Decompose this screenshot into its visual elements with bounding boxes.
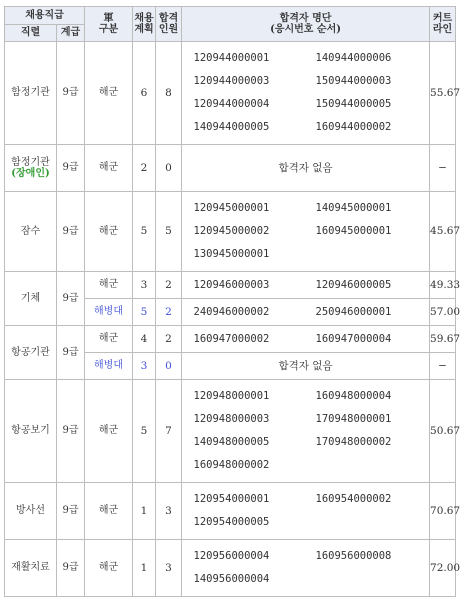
table-row (5, 192, 456, 272)
table-row (5, 326, 456, 353)
no-pass-cell: 합격자 없음 (182, 353, 430, 380)
pass-id: 160948000004 (315, 390, 392, 402)
pass-id: 120944000004 (193, 98, 270, 110)
header-cutline (430, 7, 456, 42)
pass-id: 120944000003 (193, 75, 270, 87)
pass-id: 140945000001 (315, 202, 392, 214)
cutline-cell: 45.67 (430, 192, 456, 272)
table-row (5, 145, 456, 192)
pass-id: 160947000002 (193, 332, 270, 345)
job-cell: 항공기관 (5, 326, 57, 380)
results-table (4, 6, 461, 597)
pass-id-grid (182, 328, 429, 351)
job-cell: 기체 (5, 272, 57, 326)
cutline-cell: − (430, 145, 456, 192)
pass-list-cell (182, 299, 430, 326)
plan-cell: 1 (133, 540, 156, 597)
unit-cell: 해군 (85, 380, 133, 483)
job-sub-label: (장애인) (11, 168, 50, 179)
pass-list-cell (182, 42, 430, 145)
header-pass-list-line2: (응시번호 순서) (270, 24, 341, 35)
cutline-cell: 59.67 (430, 326, 456, 353)
header-plan (133, 7, 156, 42)
pass-id: 120946000005 (315, 278, 392, 291)
header-plan-line1: 채용 (134, 12, 154, 24)
pass-list-cell (182, 326, 430, 353)
grade-cell: 9급 (57, 483, 85, 540)
pass-id: 250946000001 (315, 305, 392, 318)
plan-cell: 5 (133, 380, 156, 483)
pass-id-grid (182, 301, 429, 324)
plan-cell: 4 (133, 326, 156, 353)
pass-id-grid (182, 385, 429, 477)
plan-cell: 6 (133, 42, 156, 145)
cutline-cell: 49.33 (430, 272, 456, 299)
job-cell: 방사선 (5, 483, 57, 540)
pass-id: 150944000005 (315, 98, 392, 110)
plan-cell: 3 (133, 272, 156, 299)
pass-id: 120946000003 (193, 278, 270, 291)
passed-cell: 0 (156, 145, 182, 192)
pass-id: 170948000001 (315, 413, 392, 425)
pass-id-grid (182, 47, 429, 139)
plan-cell: 5 (133, 192, 156, 272)
plan-cell: 3 (133, 353, 156, 380)
pass-id: 160954000002 (315, 493, 392, 505)
pass-id: 120948000001 (193, 390, 270, 402)
cutline-cell: 55.67 (430, 42, 456, 145)
passed-cell: 8 (156, 42, 182, 145)
job-cell: 잠수 (5, 192, 57, 272)
passed-cell: 3 (156, 483, 182, 540)
pass-id: 120945000002 (193, 225, 270, 237)
passed-cell: 2 (156, 299, 182, 326)
pass-id: 170948000002 (315, 436, 392, 448)
header-passed-line1: 합격 (158, 12, 179, 24)
table-row (5, 483, 456, 540)
header-job: 직렬 (5, 25, 57, 42)
header-plan-line2: 계획 (134, 24, 154, 35)
unit-cell: 해군 (85, 326, 133, 353)
table-row (5, 380, 456, 483)
unit-cell: 해군 (85, 272, 133, 299)
grade-cell: 9급 (57, 326, 85, 380)
unit-cell: 해군 (85, 483, 133, 540)
pass-id-grid (182, 197, 429, 266)
job-cell: 함정기관 (5, 42, 57, 145)
pass-id-grid (182, 545, 429, 591)
pass-id: 160947000004 (315, 332, 392, 345)
header-unit-line2: 구분 (98, 24, 119, 35)
pass-id: 120944000001 (193, 52, 270, 64)
grade-cell: 9급 (57, 192, 85, 272)
pass-list-cell (182, 272, 430, 299)
header-passed (156, 7, 182, 42)
grade-cell: 9급 (57, 145, 85, 192)
job-cell (5, 145, 57, 192)
pass-id: 160944000002 (315, 121, 392, 133)
plan-cell: 5 (133, 299, 156, 326)
pass-list-cell (182, 483, 430, 540)
pass-list-cell (182, 540, 430, 597)
unit-cell: 해군 (85, 192, 133, 272)
pass-id: 240946000002 (193, 305, 270, 318)
table-row (5, 42, 456, 145)
pass-id: 150944000003 (315, 75, 392, 87)
passed-cell: 0 (156, 353, 182, 380)
header-grade: 계급 (57, 25, 85, 42)
header-unit-line1: 軍 (103, 12, 114, 24)
unit-cell: 해병대 (85, 299, 133, 326)
cutline-cell: 72.00 (430, 540, 456, 597)
passed-cell: 2 (156, 272, 182, 299)
pass-id-grid (182, 488, 429, 534)
pass-id: 120956000004 (193, 550, 270, 562)
pass-id-grid (182, 274, 429, 297)
grade-cell: 9급 (57, 42, 85, 145)
unit-cell: 해군 (85, 145, 133, 192)
pass-list-cell (182, 192, 430, 272)
header-pass-list (182, 7, 430, 42)
pass-id: 140956000004 (193, 573, 270, 585)
no-pass-cell: 합격자 없음 (182, 145, 430, 192)
pass-id: 120948000003 (193, 413, 270, 425)
plan-cell: 2 (133, 145, 156, 192)
pass-id: 120945000001 (193, 202, 270, 214)
grade-cell: 9급 (57, 380, 85, 483)
grade-cell: 9급 (57, 540, 85, 597)
cutline-cell: − (430, 353, 456, 380)
results-table-container (4, 6, 461, 597)
pass-id: 160956000008 (315, 550, 392, 562)
pass-id: 130945000001 (193, 248, 270, 260)
cutline-cell: 57.00 (430, 299, 456, 326)
pass-id: 120954000001 (193, 493, 270, 505)
passed-cell: 3 (156, 540, 182, 597)
pass-id: 120954000005 (193, 516, 270, 528)
pass-id: 160945000001 (315, 225, 392, 237)
unit-cell: 해군 (85, 42, 133, 145)
header-unit (85, 7, 133, 42)
header-cutline-line2: 라인 (432, 24, 453, 35)
header-pass-list-line1: 합격자 명단 (279, 12, 332, 24)
header-cutline-line1: 커트 (432, 12, 453, 24)
pass-list-cell (182, 380, 430, 483)
plan-cell: 1 (133, 483, 156, 540)
passed-cell: 5 (156, 192, 182, 272)
grade-cell: 9급 (57, 272, 85, 326)
cutline-cell: 50.67 (430, 380, 456, 483)
pass-id: 140944000005 (193, 121, 270, 133)
passed-cell: 7 (156, 380, 182, 483)
unit-cell: 해병대 (85, 353, 133, 380)
job-cell: 재활치료 (5, 540, 57, 597)
header-recruit-group: 채용직급 (5, 7, 85, 25)
pass-id: 140948000005 (193, 436, 270, 448)
pass-id: 160948000002 (193, 459, 270, 471)
pass-id: 140944000006 (315, 52, 392, 64)
header-passed-line2: 인원 (158, 24, 179, 35)
job-label: 함정기관 (11, 156, 50, 168)
table-row (5, 272, 456, 299)
job-cell: 항공보기 (5, 380, 57, 483)
cutline-cell: 70.67 (430, 483, 456, 540)
unit-cell: 해군 (85, 540, 133, 597)
passed-cell: 2 (156, 326, 182, 353)
table-row (5, 540, 456, 597)
